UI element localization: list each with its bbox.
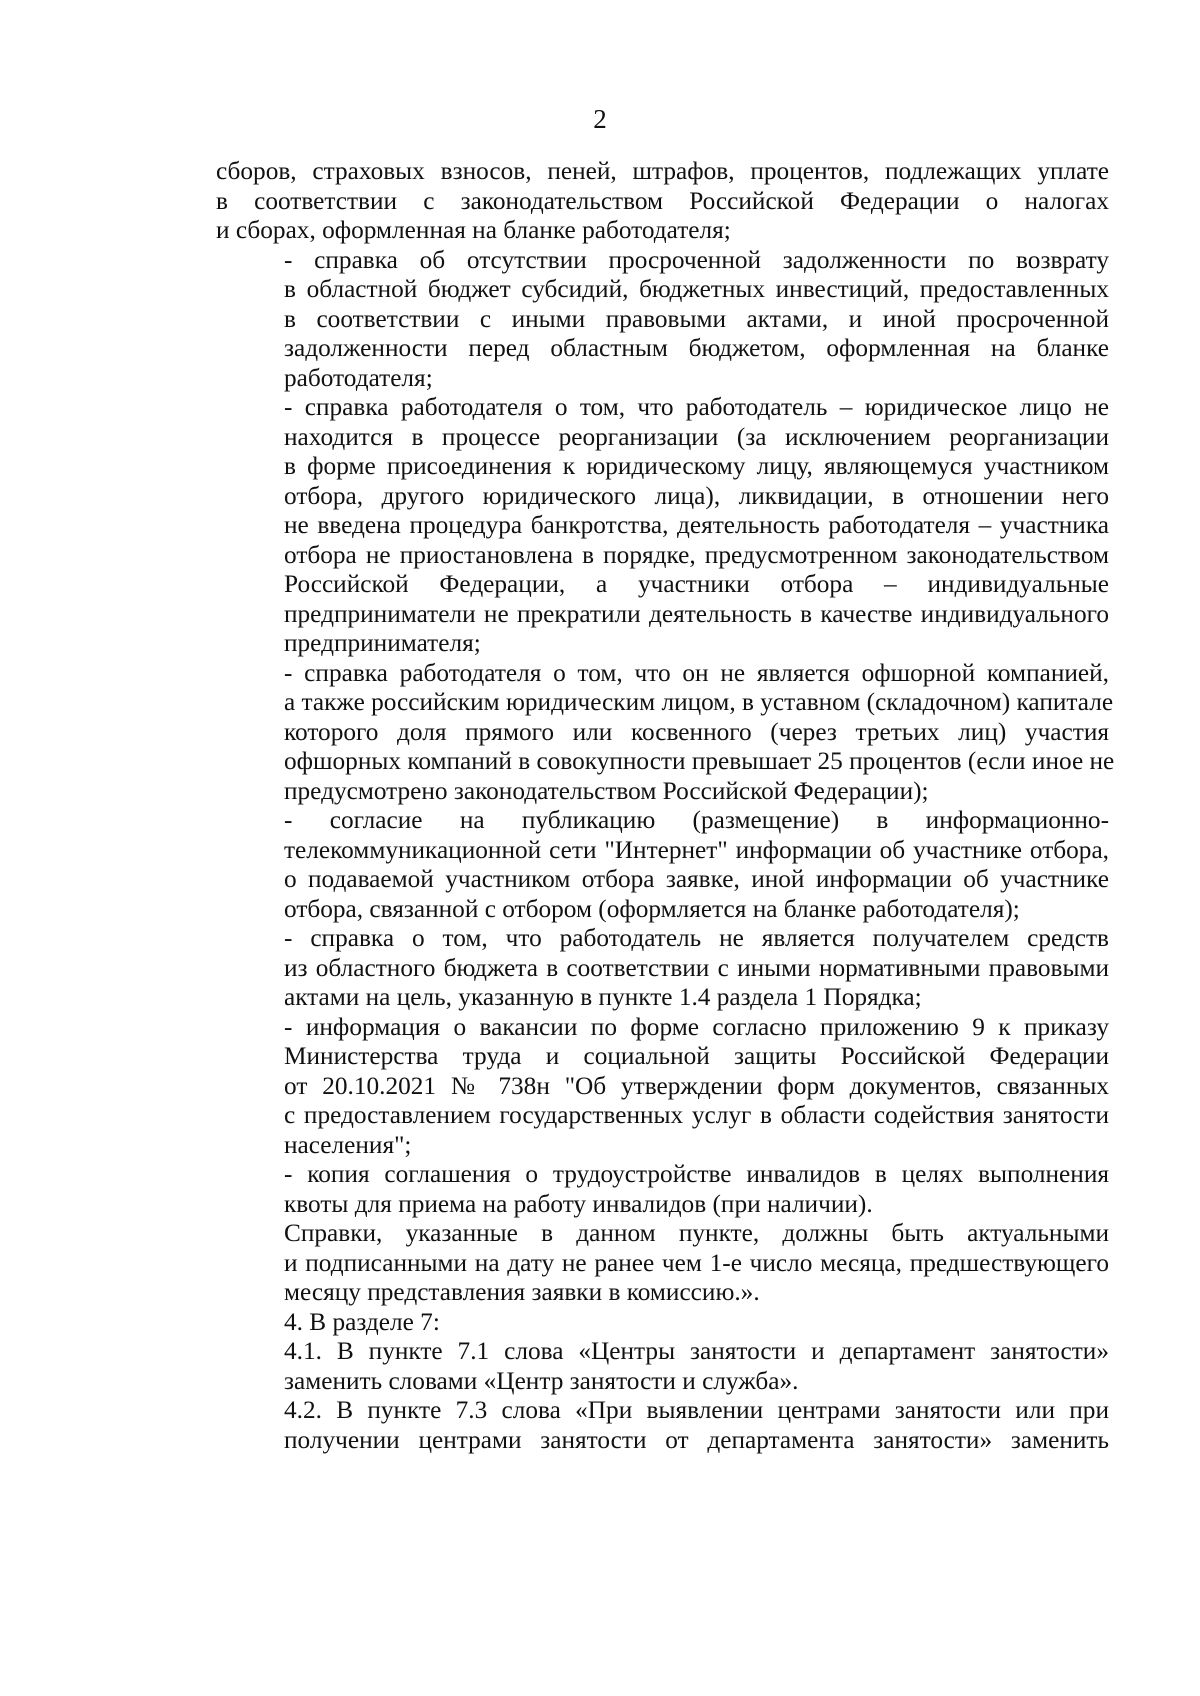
text-line: предпринимателя; (284, 629, 481, 657)
text-line: с предоставлением государственных услуг в области содействия занятости (284, 1101, 1109, 1129)
paragraph (216, 1396, 1109, 1455)
text-line: отбора, связанной с отбором (оформляется на бланке работодателя); (284, 894, 1020, 923)
text-line: - справка о том, что работодатель не является получателем средств (284, 924, 1109, 952)
text-line: офшорных компаний в совокупности превышает 25 процентов (если иное не (284, 747, 1115, 775)
text-line: о подаваемой участником отбора заявке, иной информации об участнике (284, 865, 1109, 893)
text-line: получении центрами занятости от департамента занятости» заменить (284, 1425, 1109, 1454)
paragraph (216, 393, 1109, 659)
text-line: сборов, страховых взносов, пеней, штрафов, процентов, подлежащих уплате (216, 157, 1109, 185)
text-line: отбора, другого юридического лица), ликвидации, в отношении него (284, 481, 1109, 510)
text-line: 4. В разделе 7: (284, 1307, 440, 1336)
paragraph (216, 924, 1109, 1013)
text-line: предусмотрено законодательством Российской Федерации); (284, 776, 929, 805)
paragraph (216, 1337, 1109, 1396)
text-line: Министерства труда и социальной защиты Российской Федерации (284, 1042, 1109, 1070)
text-line: - копия соглашения о трудоустройстве инвалидов в целях выполнения (284, 1160, 1109, 1188)
text-line: месяцу представления заявки в комиссию.». (284, 1278, 760, 1306)
paragraph (216, 658, 1115, 807)
paragraph (216, 806, 1109, 924)
text-line: 4.2. В пункте 7.3 слова «При выявлении центрами занятости или при (284, 1396, 1109, 1424)
paragraph (216, 246, 1109, 394)
text-line: не введена процедура банкротства, деятельность работодателя – участника (284, 511, 1109, 539)
text-line: - справка работодателя о том, что он не является офшорной компанией, (284, 658, 1109, 687)
text-line: предприниматели не прекратили деятельность в качестве индивидуального (284, 599, 1109, 628)
document-body (216, 157, 1115, 1455)
text-line: населения"; (284, 1130, 412, 1159)
text-line: - справка работодателя о том, что работодатель – юридическое лицо не (284, 393, 1109, 421)
text-line: задолженности перед областным бюджетом, оформленная на бланке (284, 334, 1109, 362)
text-line: актами на цель, указанную в пункте 1.4 раздела 1 Порядка; (284, 983, 922, 1011)
text-line: в соответствии с иными правовыми актами, и иной просроченной (284, 304, 1109, 333)
text-line: - справка об отсутствии просроченной задолженности по возврату (284, 245, 1109, 274)
text-line: Справки, указанные в данном пункте, должны быть актуальными (284, 1219, 1109, 1247)
text-line: квоты для приема на работу инвалидов (при наличии). (284, 1189, 873, 1218)
text-line: в областной бюджет субсидий, бюджетных инвестиций, предоставленных (284, 275, 1109, 303)
paragraph (216, 1219, 1109, 1308)
page-number: 2 (593, 104, 607, 134)
text-line: из областного бюджета в соответствии с иными нормативными правовыми (284, 953, 1109, 982)
text-line: заменить словами «Центр занятости и служба». (284, 1366, 799, 1395)
text-line: и сборах, оформленная на бланке работодателя; (216, 216, 731, 244)
text-line: в соответствии с законодательством Российской Федерации о налогах (216, 186, 1109, 215)
text-line: в форме присоединения к юридическому лицу, являющемуся участником (284, 452, 1109, 480)
text-line: и подписанными на дату не ранее чем 1-е число месяца, предшествующего (284, 1248, 1109, 1277)
text-line: - согласие на публикацию (размещение) в информационно- (284, 806, 1109, 834)
paragraph (216, 1308, 1109, 1338)
text-line: работодателя; (284, 363, 433, 392)
text-line: телекоммуникационной сети "Интернет" информации об участнике отбора, (284, 835, 1109, 864)
text-line: 4.1. В пункте 7.1 слова «Центры занятости и департамент занятости» (284, 1337, 1109, 1365)
paragraph (216, 1160, 1109, 1219)
text-line: которого доля прямого или косвенного (через третьих лиц) участия (284, 717, 1109, 746)
text-line: от 20.10.2021 № 738н "Об утверждении форм документов, связанных (284, 1071, 1109, 1100)
text-line: отбора не приостановлена в порядке, предусмотренном законодательством (284, 540, 1109, 569)
text-line: - информация о вакансии по форме согласно приложению 9 к приказу (284, 1012, 1109, 1041)
text-line: Российской Федерации, а участники отбора – индивидуальные (284, 570, 1109, 598)
paragraph (216, 1013, 1109, 1161)
paragraph (216, 157, 1109, 246)
text-line: а также российским юридическим лицом, в уставном (складочном) капитале (284, 688, 1114, 716)
text-line: находится в процессе реорганизации (за исключением реорганизации (284, 422, 1109, 451)
